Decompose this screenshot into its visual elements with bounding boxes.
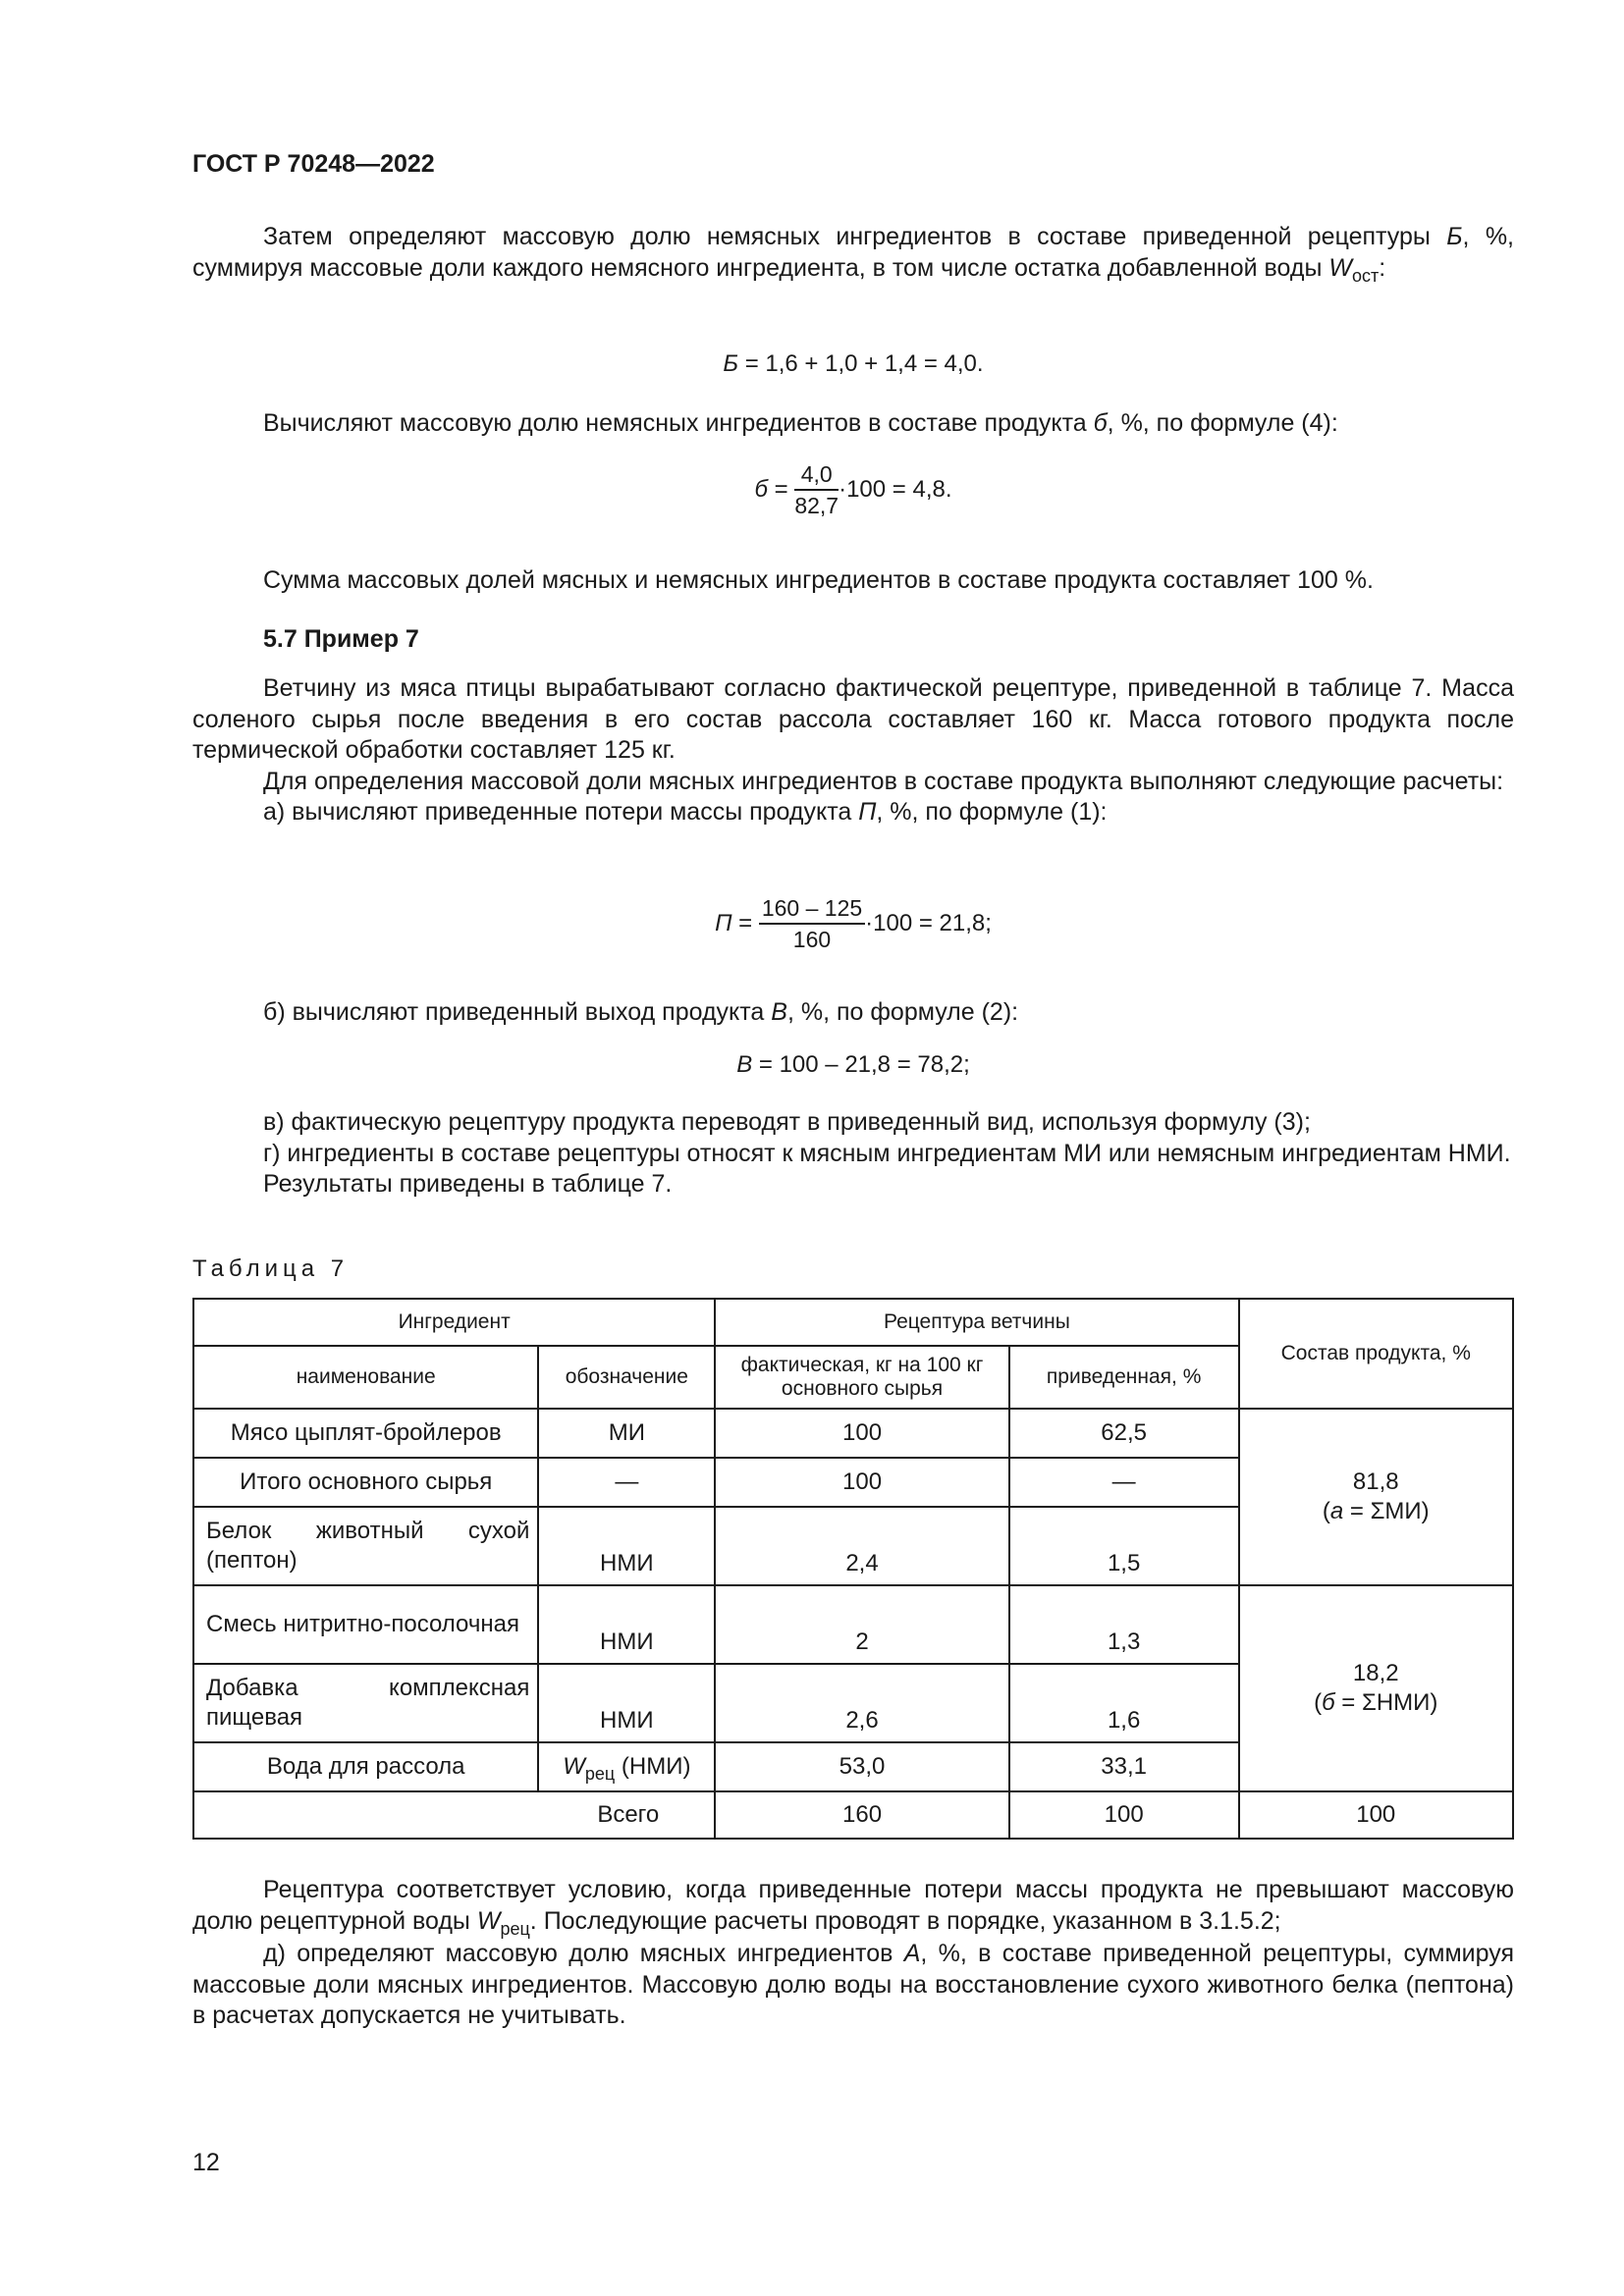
paragraph-example: Ветчину из мяса птицы вырабатывают согласно фактической рецептуре, приведенной в таблице 7. Масса соленого сырья после введения в его состав рассола составляет 160 кг. Масса готового продукта после термической обработки составляет 125 кг. Для определения массовой доли мясных ингредиентов в составе продукта выполняют следующие расчеты: а) вычисляют приведенные потери массы продукта П, %, по формуле (1): <box>192 674 1514 826</box>
table-row: Итого основного сырья — 100 — <box>193 1458 1513 1507</box>
header-reduced: приведенная, % <box>1009 1346 1239 1409</box>
equation-P: П = $\frac{160 - 125}{160}$ ·100 = 21,8; <box>715 895 992 953</box>
paragraph-items-vg: в) фактическую рецептуру продукта переводят в приведенный вид, используя формулу (3); г) ингредиенты в составе рецептуры относят к мясным ингредиентам МИ или немясным ингредиентам НМИ. Результаты приведены в таблице 7. <box>263 1108 1511 1198</box>
paragraph-nonmeat-share: Затем определяют массовую долю немясных ингредиентов в составе приведенной рецептуры Б, %, суммируя массовые доли каждого немясного ингредиента, в том числе остатка добавленной воды $W_{ост}$: <box>192 223 1514 286</box>
header-actual: фактическая, кг на 100 кг основного сырья <box>715 1346 1009 1409</box>
header-designation: обозначение <box>538 1346 715 1409</box>
equation-b: б = $\frac{4,0}{82,7}$ ·100 = 4,8. <box>754 461 952 519</box>
paragraph-sum: Сумма массовых долей мясных и немясных ингредиентов в составе продукта составляет 100 %. <box>263 566 1374 594</box>
table-row: Мясо цыплят-бройлеров МИ 100 62,5 81,8 (а = ΣМИ) <box>193 1409 1513 1458</box>
recipe-table <box>192 1298 1514 1840</box>
table-row: Вода для рассола $W_{рец}$ (НМИ) 53,0 33,1 <box>193 1742 1513 1791</box>
table-row: Смесь нитритно-посолочная НМИ 2 1,3 18,2 (б = ΣНМИ) <box>193 1585 1513 1664</box>
table-total-row: Всего 160 100 100 <box>193 1791 1513 1839</box>
document-header: ГОСТ Р 70248—2022 <box>192 150 435 178</box>
equation-B: Б = 1,6 + 1,0 + 1,4 = 4,0. <box>723 350 984 377</box>
header-composition: Состав продукта, % <box>1239 1299 1513 1409</box>
paragraph-conclusion: Рецептура соответствует условию, когда приведенные потери массы продукта не превышают массовую долю рецептурной воды $W_{рец}$. Последующие расчеты проводят в порядке, указанном в 3.1.5.2; д) определяют массовую долю мясных ингредиентов А, %, в составе приведенной рецептуры, суммируя массовые доли мясных ингредиентов. Массовую долю воды на восстановление сухого животного белка (пептона) в расчетах допускается не учитывать. <box>192 1876 1514 2029</box>
fraction: $\frac{160 - 125}{160}$ <box>759 895 865 953</box>
paragraph-item-b: б) вычисляют приведенный выход продукта В, %, по формуле (2): <box>263 998 1019 1026</box>
header-recipe: Рецептура ветчины <box>715 1299 1238 1346</box>
composition-meat: 81,8 (а = ΣМИ) <box>1239 1409 1513 1585</box>
header-name: наименование <box>193 1346 538 1409</box>
fraction: $\frac{4,0}{82,7}$ <box>794 461 839 519</box>
section-heading: 5.7 Пример 7 <box>263 625 419 653</box>
table-row: Белок животный сухой (пептон) НМИ 2,4 1,5 <box>193 1507 1513 1585</box>
equation-V: В = 100 – 21,8 = 78,2; <box>736 1051 970 1078</box>
header-ingredient: Ингредиент <box>193 1299 715 1346</box>
table-row: Добавка комплексная пищевая НМИ 2,6 1,6 <box>193 1664 1513 1742</box>
table-caption: Таблица 7 <box>192 1255 350 1282</box>
paragraph-calc-b: Вычисляют массовую долю немясных ингредиентов в составе продукта б, %, по формуле (4): <box>263 409 1338 437</box>
page-number: 12 <box>192 2149 220 2176</box>
composition-nonmeat: 18,2 (б = ΣНМИ) <box>1239 1585 1513 1791</box>
